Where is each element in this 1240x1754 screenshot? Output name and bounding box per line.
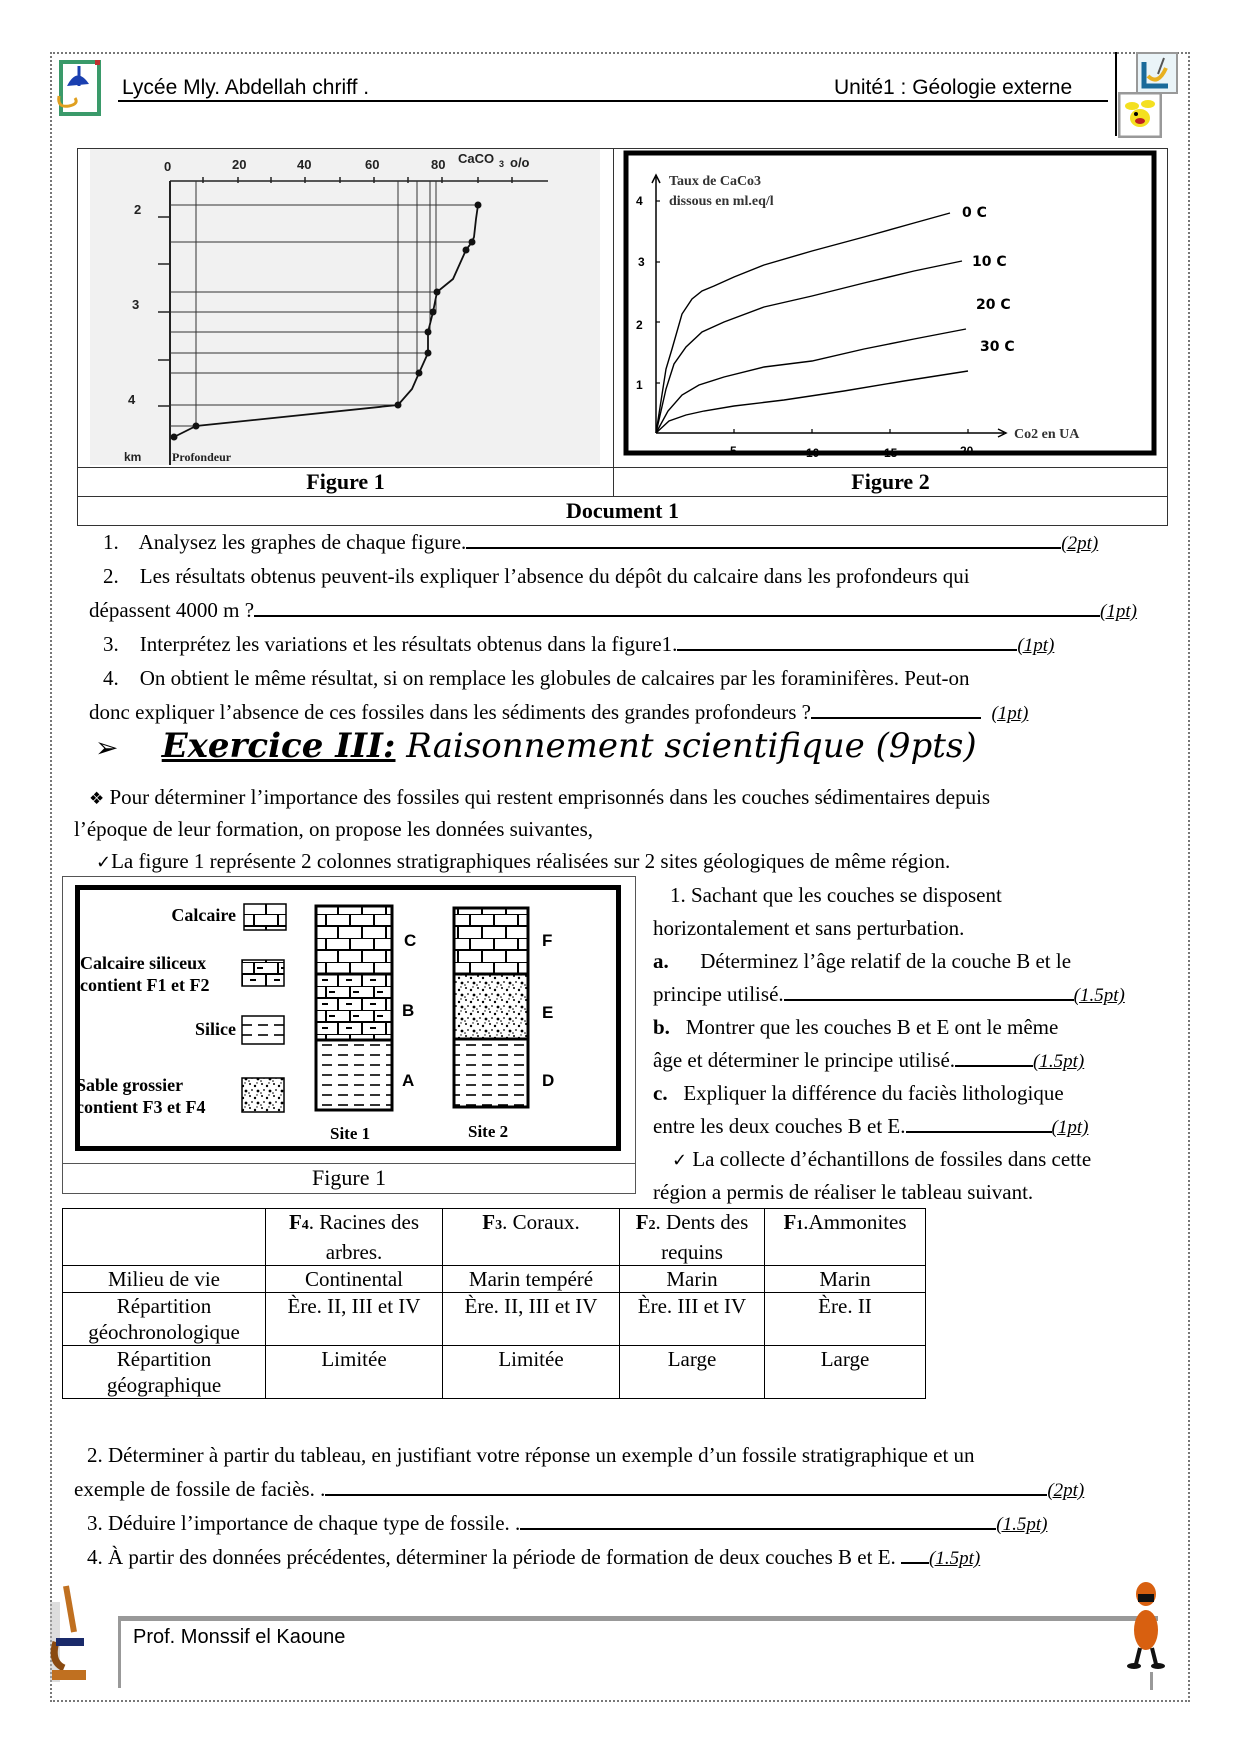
collect-line-2: région a permis de réaliser le tableau suivant. [653, 1180, 1034, 1204]
site1-label: Site 1 [330, 1124, 371, 1143]
table-cell: Ère. III et IV [620, 1293, 765, 1346]
points-label: (1.5pt) [996, 1514, 1048, 1535]
column-header-f2: F2. Dents des requins [620, 1209, 765, 1266]
svg-text:Co2 en UA: Co2 en UA [1014, 427, 1080, 442]
question-number: 3. [103, 632, 119, 656]
svg-text:0: 0 [164, 159, 172, 174]
table-cell: Marin tempéré [443, 1266, 620, 1293]
table-cell: Marin [765, 1266, 926, 1293]
points-label: (2pt) [1061, 533, 1099, 554]
intro-line-2: l’époque de leur formation, on propose les données suivantes, [74, 817, 594, 841]
question-number: 1. [103, 530, 119, 554]
points-label: (1pt) [1017, 635, 1055, 656]
exercise-title [95, 726, 977, 766]
caco3-co2-chart [614, 149, 1167, 467]
checkmark-icon: ✓ [672, 1150, 688, 1171]
paint-logo-icon [1136, 52, 1178, 94]
legend-sable [76, 1074, 236, 1118]
question-text: Interprétez les variations et les résultats obtenus dans la figure1. [139, 632, 678, 656]
footer-vline [118, 1616, 121, 1688]
fossil-table [62, 1208, 926, 1399]
svg-text:3: 3 [638, 255, 645, 269]
table-header-row [63, 1209, 926, 1266]
svg-text:20: 20 [960, 444, 974, 458]
question-text: 4. À partir des données précédentes, déterminer la période de formation de deux couches B et E. [87, 1545, 902, 1569]
document1-title: Document 1 [78, 497, 1168, 526]
table-corner [63, 1209, 266, 1266]
question-text: dépassent 4000 m ? [89, 598, 255, 622]
question-text: 3. Déduire l’importance de chaque type de fossile. . [87, 1511, 521, 1535]
svg-text:2: 2 [134, 202, 142, 217]
svg-text:Profondeur: Profondeur [172, 450, 232, 464]
svg-text:80: 80 [431, 157, 446, 172]
question-text: principe utilisé. [653, 982, 784, 1006]
intro-line-1 [89, 780, 990, 816]
layer-label-c: C [404, 931, 417, 950]
answer-line[interactable] [901, 1546, 929, 1564]
column-header-f1: F1.Ammonites [765, 1209, 926, 1266]
table-cell: Ère. II, III et IV [266, 1293, 443, 1346]
svg-text:3: 3 [499, 159, 505, 169]
row-label: Répartition géographique [63, 1346, 266, 1399]
points-label: (2pt) [1047, 1480, 1085, 1501]
q1c-line-1 [653, 1076, 1064, 1110]
table-cell: Limitée [266, 1346, 443, 1399]
figure1-caption: Figure 1 [78, 468, 614, 497]
cartoon-mascot-icon [1118, 92, 1162, 138]
legend-line: Sable grossier [76, 1075, 184, 1095]
svg-text:3: 3 [132, 297, 140, 312]
svg-text:15: 15 [884, 446, 898, 460]
arrow-icon: ➢ [95, 731, 119, 764]
svg-text:4: 4 [636, 194, 643, 208]
svg-text:5: 5 [730, 444, 737, 458]
q1b-line-2 [653, 1043, 1084, 1079]
svg-text:CaCO: CaCO [458, 151, 495, 166]
question-1 [103, 525, 1168, 561]
svg-text:o/o: o/o [510, 155, 530, 170]
question-text: Déterminez l’âge relatif de la couche B et le [700, 949, 1072, 973]
question-ex3-4 [87, 1540, 980, 1576]
legend-silice: Silice [195, 1019, 236, 1039]
question-number: 4. [103, 666, 119, 690]
svg-text:10 C: 10 C [972, 254, 1007, 270]
question-text: Analysez les graphes de chaque figure. [138, 530, 467, 554]
answer-line[interactable] [520, 1512, 996, 1530]
answer-line[interactable] [955, 1049, 1033, 1067]
table-row [63, 1293, 926, 1346]
answer-line[interactable] [784, 983, 1074, 1001]
question-text: âge et déterminer le principe utilisé. [653, 1048, 956, 1072]
points-label: (1.5pt) [929, 1548, 981, 1569]
figure-intro-text: La figure 1 représente 2 colonnes stratigraphiques réalisées sur 2 sites géologiques de même région. [111, 849, 951, 873]
question-text: Montrer que les couches B et E ont le même [685, 1015, 1059, 1039]
svg-text:40: 40 [297, 157, 312, 172]
table-cell: Large [765, 1346, 926, 1399]
svg-text:10: 10 [806, 446, 820, 460]
svg-text:dissous en ml.eq/l: dissous en ml.eq/l [669, 194, 774, 209]
question-text: Les résultats obtenus peuvent-ils expliquer l’absence du dépôt du calcaire dans les profondeurs qui [139, 564, 970, 588]
layer-label-f: F [542, 931, 553, 950]
stratigraphy-figure [62, 876, 636, 1164]
layer-label-a: A [402, 1071, 415, 1090]
site2-label: Site 2 [468, 1122, 509, 1141]
table-cell: Marin [620, 1266, 765, 1293]
figure2-cell [614, 149, 1168, 468]
figure1-cell [78, 149, 614, 468]
points-label: (1.5pt) [1073, 985, 1125, 1006]
question-4 [103, 661, 970, 695]
svg-text:20: 20 [232, 157, 247, 172]
svg-text:Taux de CaCo3: Taux de CaCo3 [669, 174, 762, 189]
points-label: (1pt) [1100, 601, 1137, 622]
legend-line: contient F3 et F4 [76, 1097, 206, 1117]
collect-line-1 [672, 1142, 1091, 1178]
table-cell: Limitée [443, 1346, 620, 1399]
exercise-heading: Raisonnement scientifique (9pts) [395, 726, 977, 766]
answer-line[interactable] [254, 599, 1100, 617]
question-3 [103, 627, 1054, 663]
school-logo-icon [55, 56, 105, 118]
svg-text:km: km [124, 450, 142, 464]
intro-text: Pour déterminer l’importance des fossiles qui restent emprisonnés dans les couches sédimentaires depuis [104, 785, 991, 809]
row-label: Répartition géochronologique [63, 1293, 266, 1346]
table-cell: Ère. II, III et IV [443, 1293, 620, 1346]
question-text: entre les deux couches B et E. [653, 1114, 906, 1138]
school-name: Lycée Mly. Abdellah chriff . [122, 76, 370, 99]
question-ex3-2: 2. Déterminer à partir du tableau, en justifiant votre réponse un exemple d’un fossile stratigraphique et un [87, 1443, 975, 1467]
sub-label: c. [653, 1081, 668, 1105]
question-text: Expliquer la différence du faciès lithologique [683, 1081, 1064, 1105]
answer-line[interactable] [906, 1115, 1052, 1133]
footer-rule [118, 1616, 1158, 1621]
stratigraphy-figure-caption: Figure 1 [62, 1164, 636, 1194]
q1-intro-1: 1. Sachant que les couches se disposent [670, 883, 1002, 907]
question-ex3-3 [87, 1506, 1047, 1542]
row-label: Milieu de vie [63, 1266, 266, 1293]
q1a-line-2 [653, 977, 1125, 1013]
caco3-depth-chart [78, 149, 613, 467]
document1-table [77, 148, 1168, 526]
legend-line: Calcaire siliceux [80, 953, 207, 973]
column-header-f3: F3. Coraux. [443, 1209, 620, 1266]
question-2 [103, 559, 970, 593]
question-text: On obtient le même résultat, si on remplace les globules de calcaires par les foraminifères. Peut-on [139, 666, 970, 690]
table-cell: Large [620, 1346, 765, 1399]
diamond-bullet-icon: ❖ [89, 789, 105, 809]
legend-calcaire: Calcaire [171, 905, 236, 925]
figure-intro [96, 844, 950, 880]
layer-label-e: E [542, 1003, 554, 1022]
collect-text: La collecte d’échantillons de fossiles dans cette [692, 1147, 1092, 1171]
legend-calcaire-siliceux [80, 952, 236, 996]
legend-line: contient F1 et F2 [80, 975, 210, 995]
q1a-line-1 [653, 944, 1071, 978]
question-text: donc expliquer l’absence de ces fossiles dans les sédiments des grandes profondeurs ? [89, 700, 811, 724]
table-cell: Continental [266, 1266, 443, 1293]
svg-text:0 C: 0 C [962, 205, 987, 221]
points-label: (1pt) [1051, 1117, 1089, 1138]
svg-text:30 C: 30 C [980, 339, 1015, 355]
svg-text:4: 4 [128, 392, 136, 407]
question-2-cont [89, 593, 1137, 629]
question-ex3-2-cont [74, 1472, 1084, 1508]
q1b-line-1 [653, 1010, 1058, 1044]
figure2-caption: Figure 2 [614, 468, 1168, 497]
layer-label-b: B [402, 1001, 415, 1020]
q1-intro-2: horizontalement et sans perturbation. [653, 916, 965, 940]
answer-line[interactable] [811, 701, 981, 719]
svg-text:1: 1 [636, 378, 643, 392]
table-row [63, 1266, 926, 1293]
exercise-label: Exercice III: [161, 726, 396, 766]
question-text: exemple de fossile de faciès. . [74, 1477, 326, 1501]
sub-label: a. [653, 949, 669, 973]
column-header-f4: F4. Racines des arbres. [266, 1209, 443, 1266]
microscope-icon [46, 1582, 96, 1691]
svg-text:20 C: 20 C [976, 297, 1011, 313]
author-name: Prof. Monssif el Kaoune [133, 1626, 346, 1648]
points-label: (1.5pt) [1033, 1051, 1085, 1072]
sub-label: b. [653, 1015, 670, 1039]
question-number: 2. [103, 564, 119, 588]
answer-line[interactable] [466, 531, 1061, 549]
points-label: (1pt) [991, 703, 1029, 724]
table-cell: Ère. II [765, 1293, 926, 1346]
checkmark-icon: ✓ [96, 852, 112, 873]
header-vline [1115, 52, 1117, 136]
ant-mascot-icon [1124, 1580, 1168, 1677]
header-rule [118, 100, 1108, 102]
answer-line[interactable] [325, 1478, 1047, 1496]
svg-text:60: 60 [365, 157, 380, 172]
table-row [63, 1346, 926, 1399]
q1c-line-2 [653, 1109, 1088, 1145]
layer-label-d: D [542, 1071, 555, 1090]
answer-line[interactable] [677, 633, 1017, 651]
svg-text:2: 2 [636, 318, 643, 332]
unit-title: Unité1 : Géologie externe [834, 76, 1073, 99]
